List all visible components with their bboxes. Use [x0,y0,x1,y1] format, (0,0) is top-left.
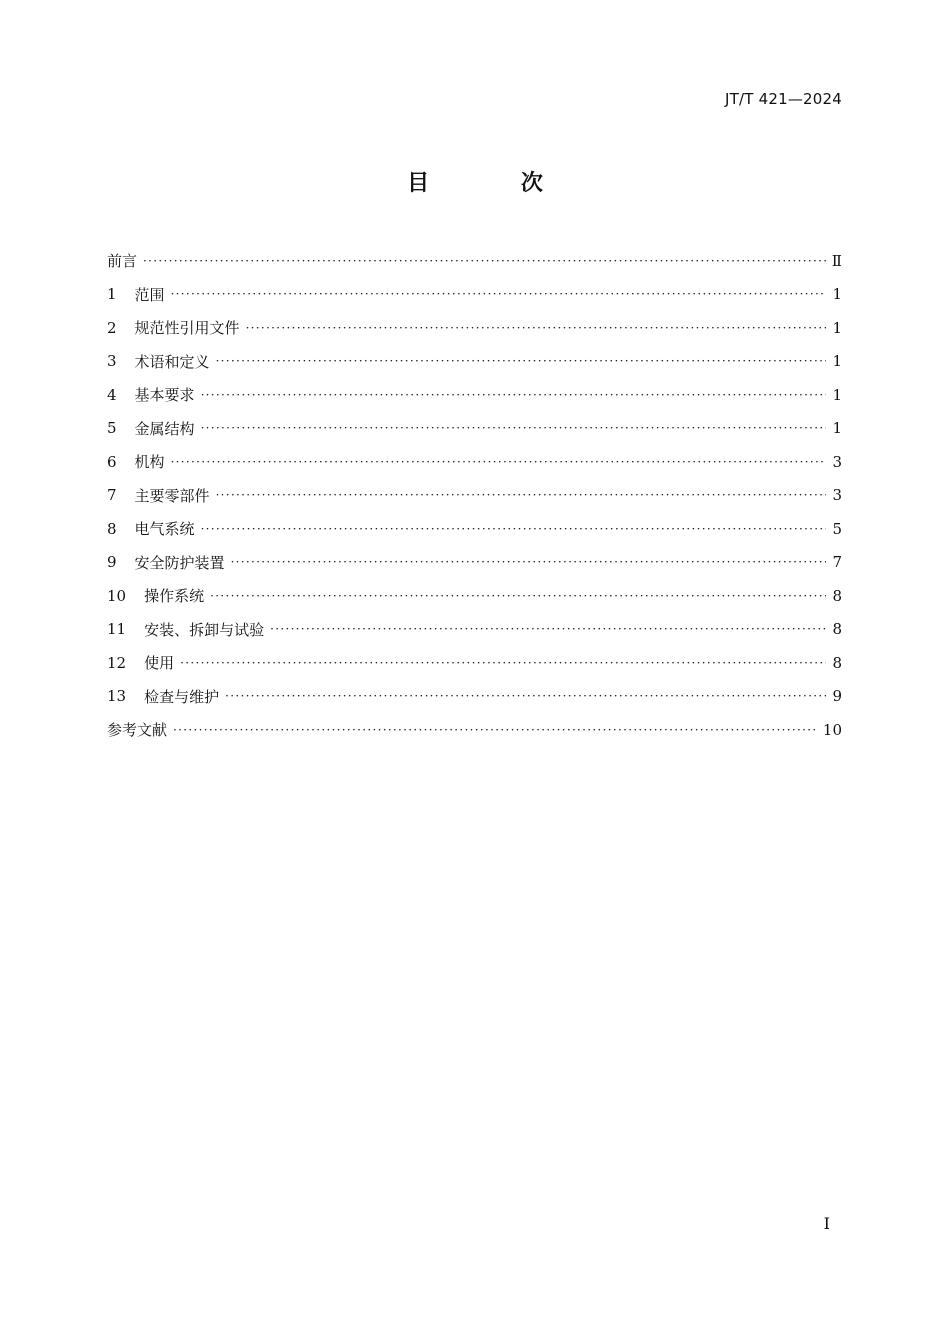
toc-entry-7[interactable] [107,479,842,513]
toc-entry-3[interactable] [107,345,842,379]
dot-leader [270,622,826,636]
toc-entry-6[interactable] [107,445,842,479]
toc-label: 基本要求 [134,386,195,405]
toc-entry-10[interactable] [107,579,842,613]
toc-section-number: 6 [107,452,117,471]
toc-page-number: 3 [832,452,842,471]
toc-section-number: 2 [107,318,117,337]
toc-entry-13[interactable] [107,680,842,714]
toc-entry-1[interactable] [107,278,842,312]
toc-entry-12[interactable] [107,646,842,680]
toc-label: 操作系统 [144,587,205,606]
dot-leader [216,488,826,502]
toc-entry-2[interactable] [107,311,842,345]
toc-label: 前言 [107,252,138,271]
page-title: 目 次 [407,171,585,196]
toc-label: 电气系统 [134,520,195,539]
toc-section-number: 7 [107,486,117,505]
toc-section-number: 8 [107,519,117,538]
toc-label: 规范性引用文件 [134,319,240,338]
dot-leader [173,723,817,737]
toc-page-number: 10 [822,720,842,739]
toc-label: 安装、拆卸与试验 [144,620,265,639]
toc-section-number: 13 [107,687,127,706]
dot-leader [210,589,826,603]
toc-label: 安全防护装置 [134,553,225,572]
toc-entry-bibliography[interactable] [107,713,842,747]
toc-page-number: 1 [832,352,842,371]
toc-entry-4[interactable] [107,378,842,412]
toc-entry-5[interactable] [107,412,842,446]
toc-section-number: 4 [107,385,117,404]
standard-code: JT/T 421—2024 [725,90,842,108]
toc-page-number: 5 [832,519,842,538]
dot-leader [246,321,826,335]
toc-label: 使用 [144,654,175,673]
dot-leader [171,455,826,469]
toc-page-number: 1 [832,285,842,304]
toc-page-number: Ⅱ [831,251,842,270]
toc-label: 主要零部件 [134,486,210,505]
toc-entry-11[interactable] [107,613,842,647]
page-number: Ⅰ [823,1214,830,1233]
dot-leader [143,254,826,268]
toc-page-number: 8 [832,620,842,639]
dot-leader [225,689,826,703]
table-of-contents [107,244,842,747]
dot-leader [180,656,826,670]
toc-page-number: 8 [832,653,842,672]
toc-page-number: 8 [832,586,842,605]
toc-page-number: 1 [832,419,842,438]
dot-leader [216,354,826,368]
toc-entry-9[interactable] [107,546,842,580]
dot-leader [231,555,826,569]
toc-page-number: 1 [832,385,842,404]
toc-entry-preface[interactable] [107,244,842,278]
toc-section-number: 12 [107,653,127,672]
toc-label: 参考文献 [107,721,168,740]
toc-label: 金属结构 [134,419,195,438]
toc-section-number: 1 [107,285,117,304]
toc-page-number: 9 [832,687,842,706]
toc-label: 术语和定义 [134,352,210,371]
toc-label: 检查与维护 [144,687,220,706]
toc-section-number: 11 [107,620,127,639]
toc-label: 机构 [134,453,165,472]
toc-page-number: 7 [832,553,842,572]
dot-leader [201,388,826,402]
toc-label: 范围 [134,285,165,304]
toc-entry-8[interactable] [107,512,842,546]
toc-section-number: 5 [107,419,117,438]
toc-section-number: 9 [107,553,117,572]
toc-page-number: 3 [832,486,842,505]
toc-section-number: 3 [107,352,117,371]
dot-leader [201,421,826,435]
dot-leader [171,287,826,301]
toc-section-number: 10 [107,586,127,605]
dot-leader [201,522,826,536]
toc-page-number: 1 [832,318,842,337]
